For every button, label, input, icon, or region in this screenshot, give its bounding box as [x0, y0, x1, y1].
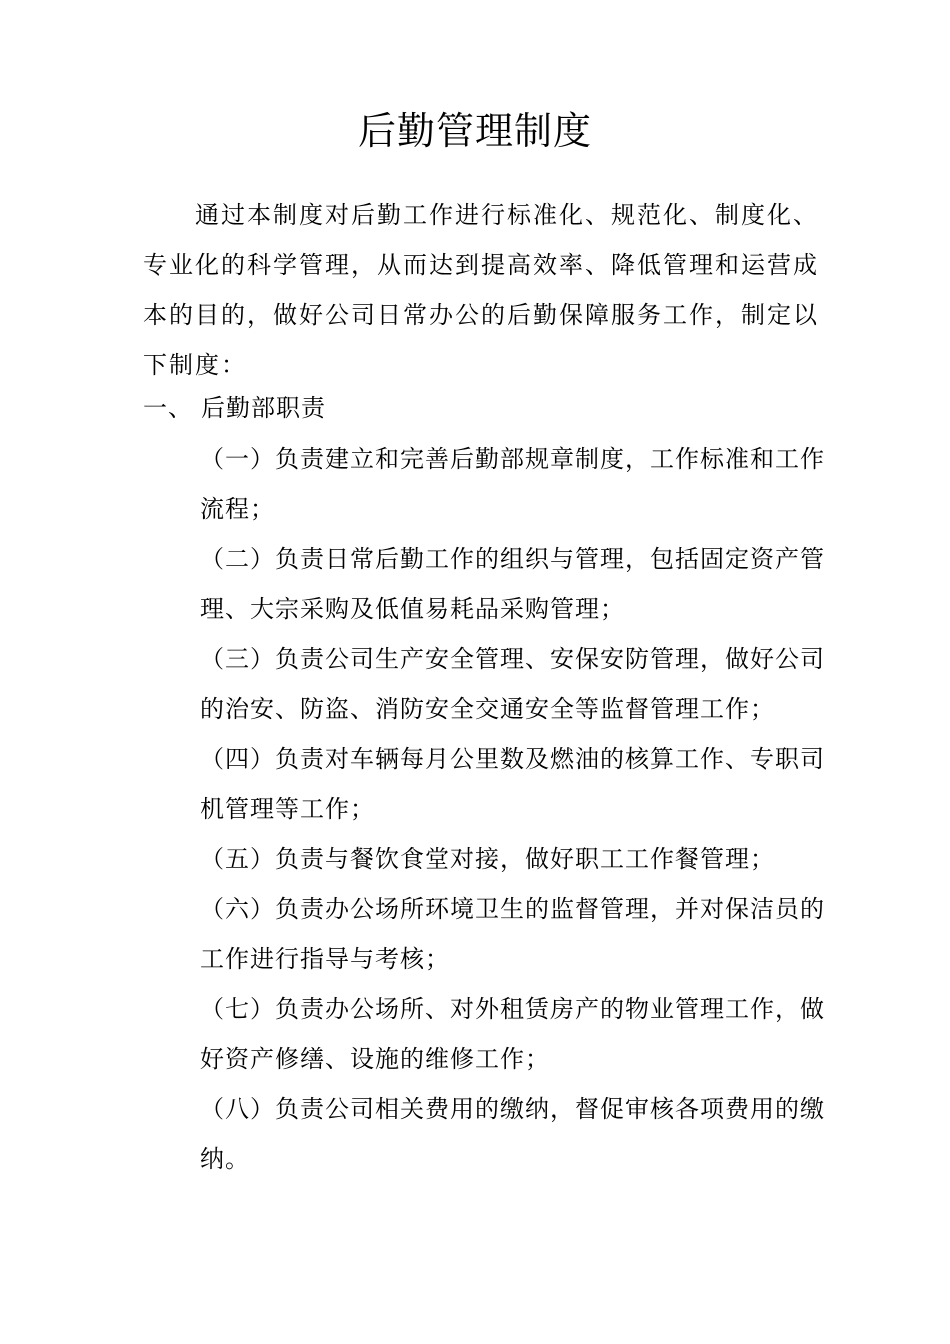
duty-item: （五）负责与餐饮食堂对接，做好职工工作餐管理； — [200, 845, 775, 873]
duty-item: （二）负责日常后勤工作的组织与管理，包括固定资产管理、大宗采购及低值易耗品采购管理； — [200, 545, 825, 623]
duty-item: （六）负责办公场所环境卫生的监督管理，并对保洁员的工作进行指导与考核； — [200, 895, 825, 973]
section-heading — [143, 383, 326, 433]
duty-item: （一）负责建立和完善后勤部规章制度，工作标准和工作流程； — [200, 445, 825, 523]
duty-list — [200, 434, 825, 1184]
section-number: 一、 — [143, 394, 193, 422]
duty-item: （八）负责公司相关费用的缴纳，督促审核各项费用的缴纳。 — [200, 1095, 825, 1173]
duty-item: （四）负责对车辆每月公里数及燃油的核算工作、专职司机管理等工作； — [200, 745, 825, 823]
duty-item: （三）负责公司生产安全管理、安保安防管理，做好公司的治安、防盗、消防安全交通安全等监督管理工作； — [200, 645, 825, 723]
section-title: 后勤部职责 — [201, 394, 326, 422]
intro-paragraph: 通过本制度对后勤工作进行标准化、规范化、制度化、专业化的科学管理，从而达到提高效率、降低管理和运营成本的目的，做好公司日常办公的后勤保障服务工作，制定以下制度： — [143, 201, 819, 379]
duty-item: （七）负责办公场所、对外租赁房产的物业管理工作，做好资产修缮、设施的维修工作； — [200, 995, 825, 1073]
document-title: 后勤管理制度 — [357, 109, 592, 153]
